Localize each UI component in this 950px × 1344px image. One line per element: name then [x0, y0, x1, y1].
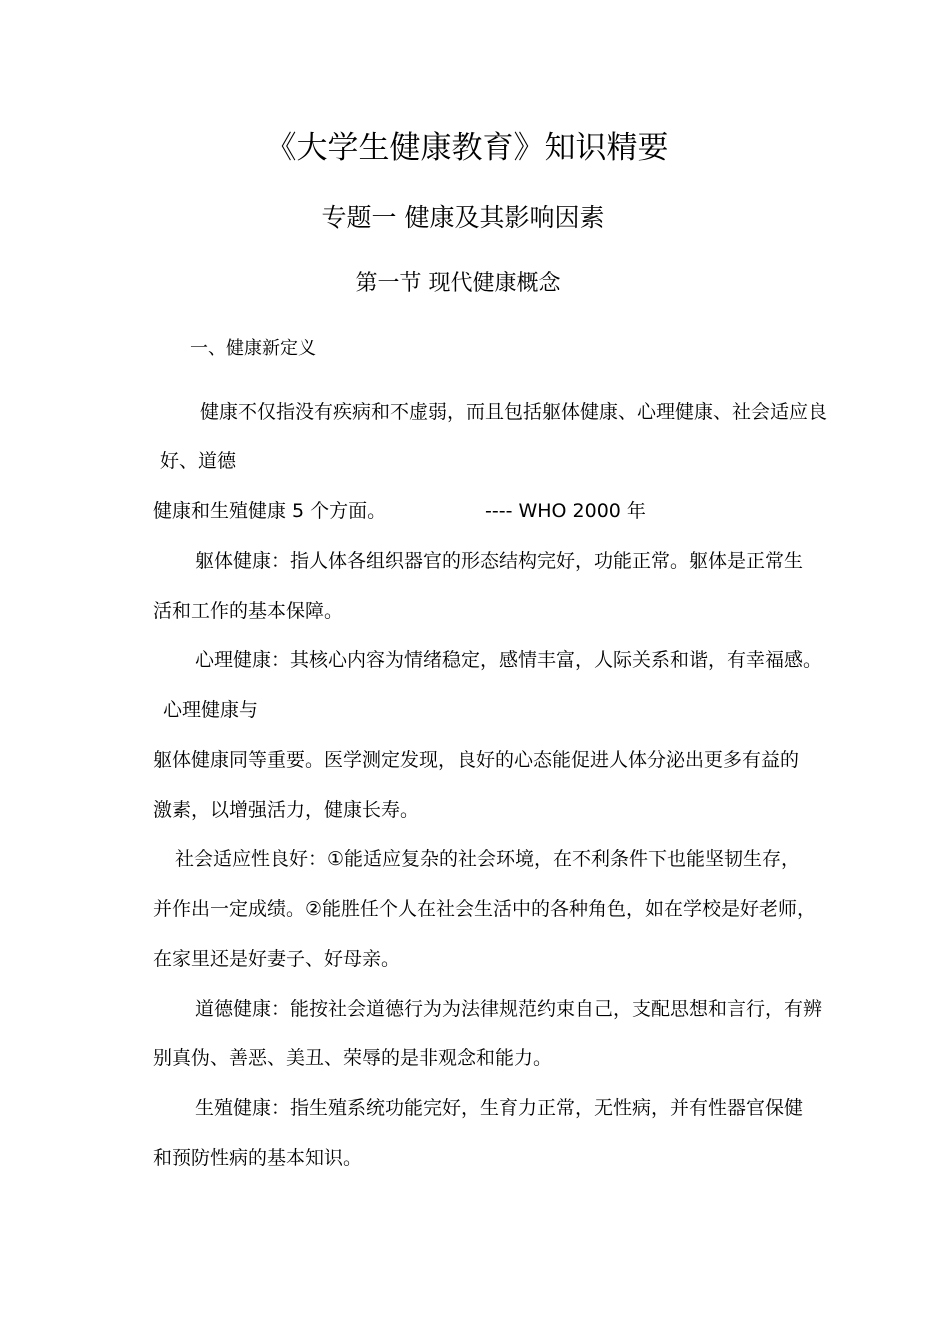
topic-heading: 专题一 健康及其影响因素 — [321, 203, 605, 232]
paragraph-line: 社会适应性良好：①能适应复杂的社会环境，在不利条件下也能坚韧生存， — [175, 848, 801, 870]
paragraph-line: 激素，以增强活力，健康长寿。 — [153, 799, 420, 821]
paragraph-line: 和预防性病的基本知识。 — [153, 1147, 363, 1169]
citation: ---- WHO 2000 年 — [485, 500, 646, 522]
paragraph-line: 在家里还是好妻子、好母亲。 — [153, 948, 401, 970]
paragraph-line: 活和工作的基本保障。 — [153, 600, 344, 622]
document-title: 《大学生健康教育》知识精要 — [265, 130, 669, 166]
paragraph-line: 好、道德 — [160, 450, 237, 472]
paragraph-line: 心理健康：其核心内容为情绪稳定，感情丰富，人际关系和谐，有幸福感。 — [195, 649, 823, 671]
subsection-heading: 一、健康新定义 — [190, 338, 316, 359]
paragraph-line: 并作出一定成绩。②能胜任个人在社会生活中的各种角色，如在学校是好老师， — [153, 898, 817, 920]
paragraph-line: 心理健康与 — [163, 699, 259, 721]
paragraph-line: 躯体健康：指人体各组织器官的形态结构完好，功能正常。躯体是正常生 — [195, 550, 804, 572]
paragraph-line: 生殖健康：指生殖系统功能完好，生育力正常，无性病，并有性器官保健 — [195, 1097, 804, 1119]
paragraph-line: 健康和生殖健康 5 个方面。 — [153, 500, 387, 522]
paragraph-line: 健康不仅指没有疾病和不虚弱，而且包括躯体健康、心理健康、社会适应良 — [200, 401, 828, 423]
paragraph-line: 别真伪、善恶、美丑、荣辱的是非观念和能力。 — [153, 1047, 553, 1069]
paragraph-line: 躯体健康同等重要。医学测定发现，良好的心态能促进人体分泌出更多有益的 — [153, 749, 800, 771]
section-heading: 第一节 现代健康概念 — [355, 271, 561, 296]
paragraph-line: 道德健康：能按社会道德行为为法律规范约束自己，支配思想和言行，有辨 — [195, 998, 823, 1020]
